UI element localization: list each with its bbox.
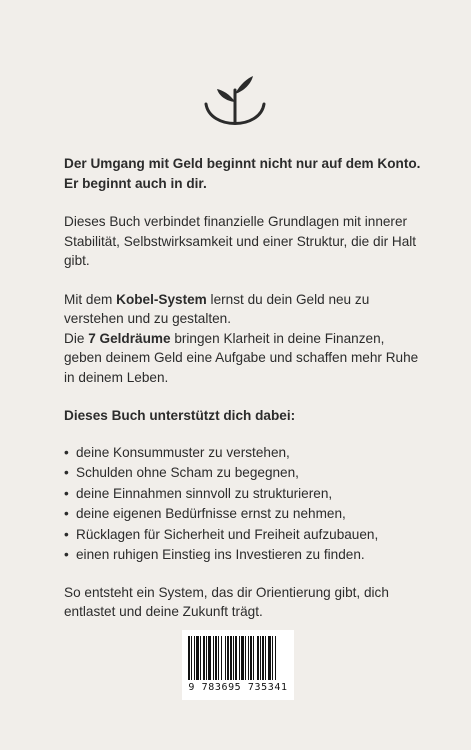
- list-item: • deine Konsummuster zu verstehen,: [64, 443, 424, 464]
- system-paragraph: Mit dem Kobel-System lernst du dein Geld neu zu verstehen und zu gestalten.: [64, 291, 370, 326]
- support-title: Dieses Buch unterstützt dich dabei:: [64, 408, 296, 423]
- closing-paragraph: So entsteht ein System, das dir Orientierung gibt, dich entlastet und deine Zukunft trägt.: [64, 584, 389, 619]
- list-item: • einen ruhigen Einstieg ins Investieren zu finden.: [64, 545, 424, 566]
- back-cover-text: [64, 154, 424, 622]
- benefit-list: [64, 443, 424, 566]
- headline-line-2: Er beginnt auch in dir.: [64, 175, 207, 191]
- barcode: [182, 630, 294, 700]
- rooms-paragraph: Die 7 Geldräume bringen Klarheit in deine Finanzen, geben deinem Geld eine Aufgabe und schaffen mehr Ruhe in deinem Leben.: [64, 330, 419, 385]
- isbn-number: 9 783695 735341: [188, 682, 288, 693]
- list-item: • deine eigenen Bedürfnisse ernst zu nehmen,: [64, 504, 424, 525]
- sprout-anchor-icon: [198, 64, 272, 132]
- headline: [64, 154, 424, 193]
- barcode-bars: [182, 630, 294, 682]
- list-item: • deine Einnahmen sinnvoll zu strukturieren,: [64, 484, 424, 505]
- rooms-name: 7 Geldräume: [88, 330, 171, 346]
- system-name: Kobel-System: [116, 291, 207, 307]
- intro-paragraph: Dieses Buch verbindet finanzielle Grundlagen mit innerer Stabilität, Selbstwirksamkeit und einer Struktur, die dir Halt gibt.: [64, 214, 417, 268]
- list-item: • Rücklagen für Sicherheit und Freiheit aufzubauen,: [64, 525, 424, 546]
- headline-line-1: Der Umgang mit Geld beginnt nicht nur auf dem Konto.: [64, 156, 421, 171]
- list-item: • Schulden ohne Scham zu begegnen,: [64, 463, 424, 484]
